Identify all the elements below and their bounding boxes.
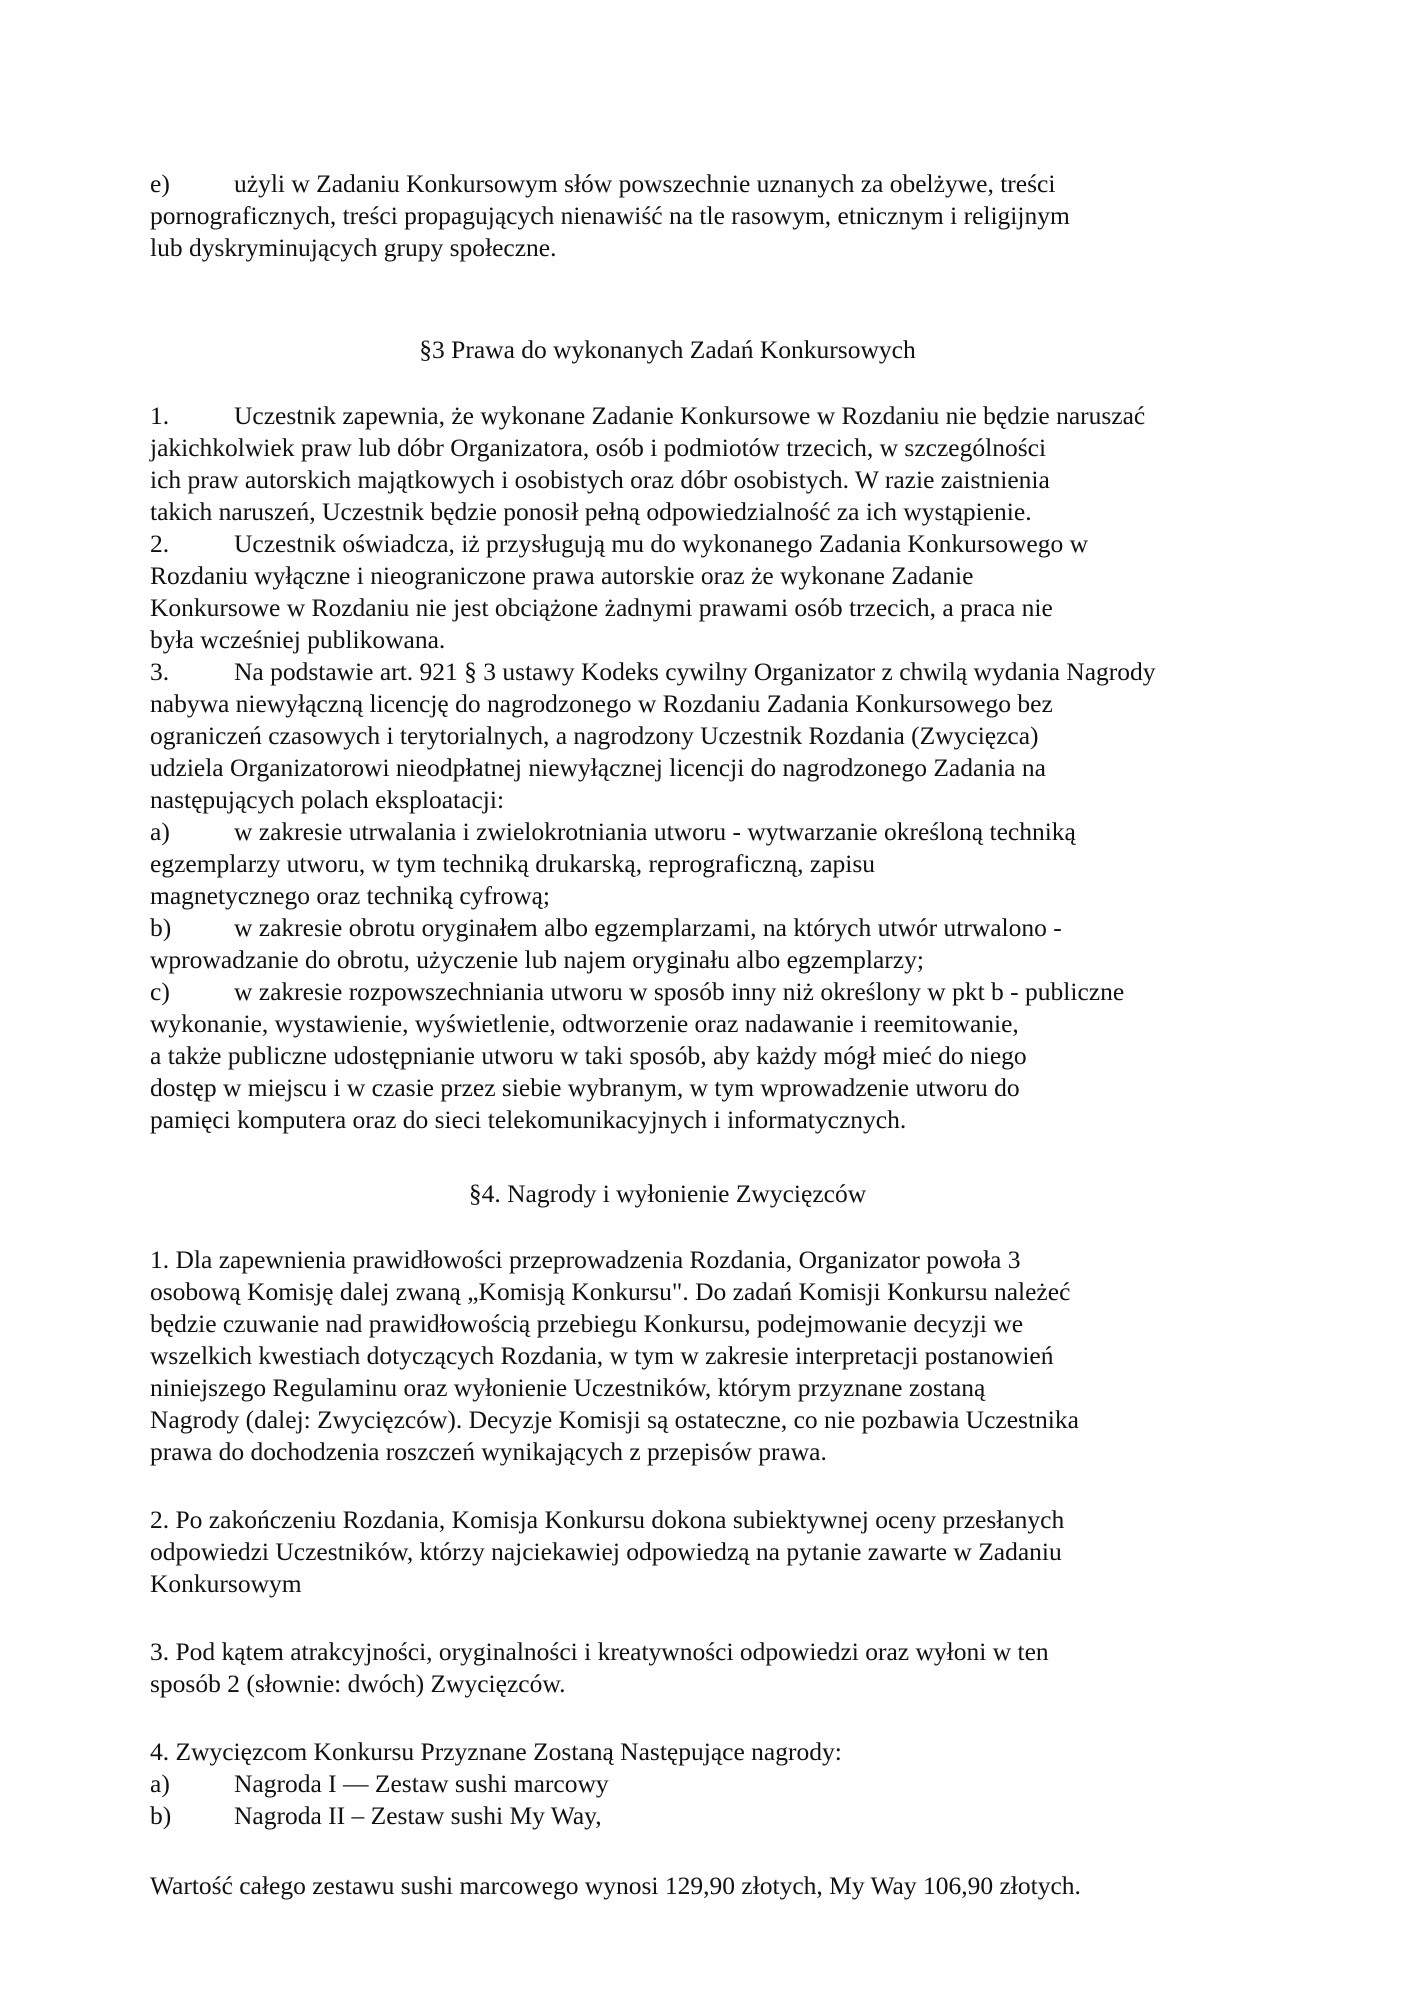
text-line [150, 816, 1076, 848]
text-line [150, 528, 1088, 560]
text-line: wszelkich kwestiach dotyczących Rozdania, w tym w zakresie interpretacji postanowień [150, 1341, 1054, 1370]
text-line: 2. Po zakończeniu Rozdania, Komisja Konkursu dokona subiektywnej oceny przesłanych [150, 1505, 1065, 1534]
section-3-heading: §3 Prawa do wykonanych Zadań Konkursowych [419, 335, 916, 364]
list-label: b) [150, 1801, 172, 1830]
text-line: lub dyskryminujących grupy społeczne. [150, 233, 557, 262]
text-line: ich praw autorskich majątkowych i osobistych oraz dóbr osobistych. W razie zaistnienia [150, 465, 1050, 494]
list-label: c) [150, 977, 170, 1006]
line-text: Na podstawie art. 921 § 3 ustawy Kodeks cywilny Organizator z chwilą wydania Nagrody [234, 657, 1156, 686]
list-label: e) [150, 169, 170, 198]
line-text: Nagroda II – Zestaw sushi My Way, [234, 1801, 602, 1830]
text-line: pornograficznych, treści propagujących nienawiść na tle rasowym, etnicznym i religijnym [150, 201, 1070, 230]
text-line: dostęp w miejscu i w czasie przez siebie wybranym, w tym wprowadzenie utworu do [150, 1073, 1020, 1102]
text-line: nabywa niewyłączną licencję do nagrodzonego w Rozdaniu Zadania Konkursowego bez [150, 689, 1053, 718]
list-label: 3. [150, 657, 170, 686]
line-text: Uczestnik oświadcza, iż przysługują mu do wykonanego Zadania Konkursowego w [234, 529, 1089, 558]
text-line: 4. Zwycięzcom Konkursu Przyznane Zostaną Następujące nagrody: [150, 1737, 842, 1766]
line-text: Uczestnik zapewnia, że wykonane Zadanie Konkursowe w Rozdaniu nie będzie naruszać [234, 401, 1146, 430]
line-text: Nagroda I — Zestaw sushi marcowy [234, 1769, 609, 1798]
text-line: niniejszego Regulaminu oraz wyłonienie Uczestników, którym przyznane zostaną [150, 1373, 986, 1402]
text-line: była wcześniej publikowana. [150, 625, 446, 654]
list-label: a) [150, 817, 170, 846]
line-text: użyli w Zadaniu Konkursowym słów powszechnie uznanych za obelżywe, treści [234, 169, 1056, 198]
text-line: będzie czuwanie nad prawidłowością przebiegu Konkursu, podejmowanie decyzji we [150, 1309, 1024, 1338]
text-line: pamięci komputera oraz do sieci telekomunikacyjnych i informatycznych. [150, 1105, 907, 1134]
text-line [150, 168, 1055, 200]
list-label: 1. [150, 401, 170, 430]
text-line: 3. Pod kątem atrakcyjności, oryginalności i kreatywności odpowiedzi oraz wyłoni w ten [150, 1637, 1049, 1666]
text-line: takich naruszeń, Uczestnik będzie ponosił pełną odpowiedzialność za ich wystąpienie. [150, 497, 1032, 526]
prize-value-note: Wartość całego zestawu sushi marcowego wynosi 129,90 złotych, My Way 106,90 złotych. [150, 1871, 1081, 1900]
text-line: udziela Organizatorowi nieodpłatnej niewyłącznej licencji do nagrodzonego Zadania na [150, 753, 1046, 782]
text-line: Rozdaniu wyłączne i nieograniczone prawa autorskie oraz że wykonane Zadanie [150, 561, 974, 590]
text-line: magnetycznego oraz techniką cyfrową; [150, 881, 551, 910]
text-line: Konkursowym [150, 1569, 302, 1598]
text-line: ograniczeń czasowych i terytorialnych, a nagrodzony Uczestnik Rozdania (Zwycięzca) [150, 721, 1039, 750]
text-line: następujących polach eksploatacji: [150, 785, 505, 814]
text-line [150, 400, 1145, 432]
text-line: wprowadzanie do obrotu, użyczenie lub najem oryginału albo egzemplarzy; [150, 945, 924, 974]
section-4-heading: §4. Nagrody i wyłonienie Zwycięzców [468, 1179, 867, 1208]
list-label: 2. [150, 529, 170, 558]
text-line [150, 912, 1062, 944]
text-line: wykonanie, wystawienie, wyświetlenie, odtworzenie oraz nadawanie i reemitowanie, [150, 1009, 1019, 1038]
text-line: a także publiczne udostępnianie utworu w taki sposób, aby każdy mógł mieć do niego [150, 1041, 1027, 1070]
text-line: osobową Komisję dalej zwaną „Komisją Konkursu". Do zadań Komisji Konkursu należeć [150, 1277, 1071, 1306]
text-line: prawa do dochodzenia roszczeń wynikających z przepisów prawa. [150, 1437, 827, 1466]
list-label: a) [150, 1769, 170, 1798]
list-label: b) [150, 913, 172, 942]
text-line [150, 656, 1156, 688]
text-line [150, 976, 1124, 1008]
text-line: 1. Dla zapewnienia prawidłowości przeprowadzenia Rozdania, Organizator powoła 3 [150, 1245, 1021, 1274]
text-line [150, 1800, 602, 1832]
line-text: w zakresie rozpowszechniania utworu w sposób inny niż określony w pkt b - publiczne [234, 977, 1125, 1006]
line-text: w zakresie obrotu oryginałem albo egzemplarzami, na których utwór utrwalono - [234, 913, 1062, 942]
text-line: sposób 2 (słownie: dwóch) Zwycięzców. [150, 1669, 566, 1698]
text-line: egzemplarzy utworu, w tym techniką drukarską, reprograficzną, zapisu [150, 849, 876, 878]
text-line: jakichkolwiek praw lub dóbr Organizatora, osób i podmiotów trzecich, w szczególności [150, 433, 1047, 462]
line-text: w zakresie utrwalania i zwielokrotniania utworu - wytwarzanie określoną techniką [234, 817, 1076, 846]
text-line: odpowiedzi Uczestników, którzy najciekawiej odpowiedzą na pytanie zawarte w Zadaniu [150, 1537, 1062, 1566]
text-line: Konkursowe w Rozdaniu nie jest obciążone żadnymi prawami osób trzecich, a praca nie [150, 593, 1053, 622]
text-line [150, 1768, 609, 1800]
text-line: Nagrody (dalej: Zwycięzców). Decyzje Komisji są ostateczne, co nie pozbawia Uczestnika [150, 1405, 1079, 1434]
